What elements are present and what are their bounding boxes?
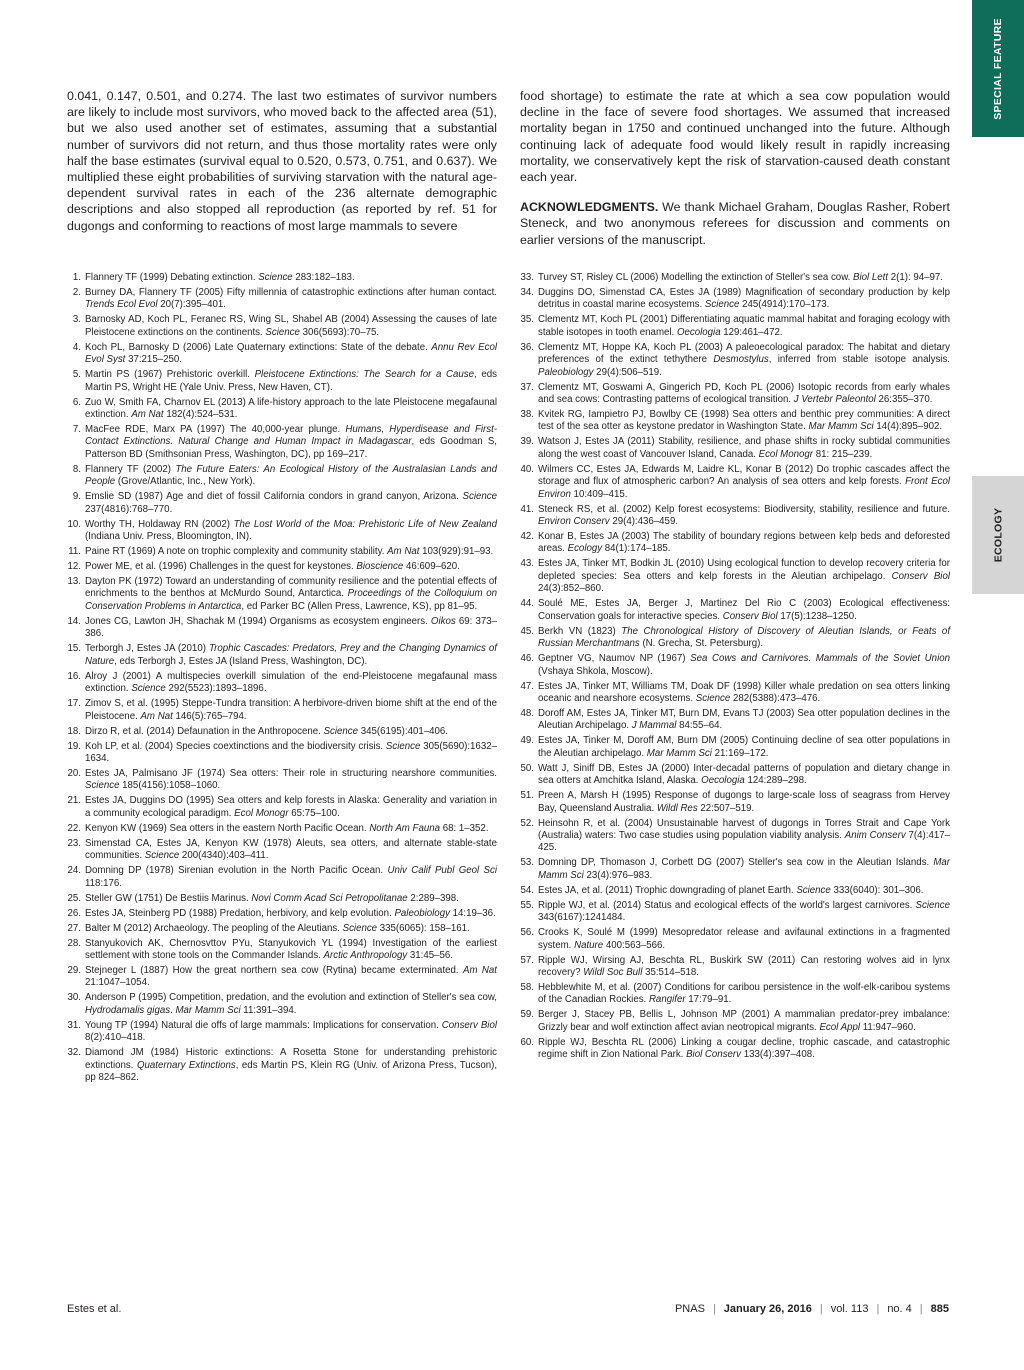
- body-paragraph-left: 0.041, 0.147, 0.501, and 0.274. The last two estimates of survivor numbers are likely to include most survivors, who moved back to the affected area (51), but we also used another set of estimates, assuming that a substantial number of survivors did not return, and thus those mortality rates were only half the base estimates (survival equal to 0.520, 0.573, 0.751, and 0.637). We multiplied these eight probabilities of surviving starvation with the natural age-dependent survival rates in each of the 236 alternate demographic descriptions and also stopped all reproduction (as reported by ref. 51 for dugongs and conforming to reactions of most large mammals to severe: [67, 89, 497, 233]
- footer-journal: PNAS: [674, 1303, 705, 1315]
- reference-text: Turvey ST, Risley CL (2006) Modelling the extinction of Steller's sea cow. Biol Lett 2(1): 94–97.: [538, 272, 943, 283]
- reference-text: Ripple WJ, et al. (2014) Status and ecological effects of the world's largest carnivores. Science 343(6167):1241484.: [538, 899, 950, 924]
- reference-item: [520, 818, 950, 855]
- reference-text: Dayton PK (1972) Toward an understanding of community resilience and the potential effects of enrichments to the benthos at McMurdo Sound, Antarctica. Proceedings of the Colloquium on Conservation Problems in Antarctica, ed Parker BC (Allen Press, Lawrence, KS), pp 81–95.: [85, 576, 498, 612]
- reference-item: [67, 1020, 497, 1045]
- reference-number: 6.: [72, 396, 81, 408]
- reference-item: [67, 741, 497, 766]
- reference-number: 23.: [67, 837, 81, 849]
- reference-number: 25.: [67, 892, 81, 904]
- reference-number: 11.: [68, 546, 81, 558]
- reference-item: [67, 698, 497, 723]
- reference-number: 39.: [520, 436, 534, 448]
- reference-text: Zimov S, et al. (1995) Steppe-Tundra transition: A herbivore-driven biome shift at the end of the Pleistocene. Am Nat 146(5):765–794.: [85, 698, 497, 722]
- reference-number: 5.: [72, 369, 81, 381]
- reference-number: 51.: [520, 790, 534, 802]
- reference-number: 60.: [520, 1036, 534, 1048]
- reference-number: 41.: [520, 503, 534, 515]
- reference-number: 44.: [520, 598, 534, 610]
- reference-text: Steller GW (1751) De Bestiis Marinus. Novi Comm Acad Sci Petropolitanae 2:289–398.: [85, 892, 459, 904]
- footer-issue: no. 4: [887, 1303, 912, 1315]
- reference-text: Anderson P (1995) Competition, predation, and the evolution and extinction of Steller's sea cow, Hydrodamalis gigas. Mar Mamm Sci 11:391–394.: [85, 992, 497, 1016]
- reference-text: Stejneger L (1887) How the great northern sea cow (Rytina) became exterminated. Am Nat 21:1047–1054.: [85, 964, 497, 989]
- reference-item: [67, 369, 497, 394]
- reference-item: [67, 519, 497, 544]
- reference-item: [520, 763, 950, 788]
- reference-item: [67, 768, 497, 793]
- reference-item: [520, 885, 950, 897]
- reference-text: Estes JA, Tinker M, Doroff AM, Burn DM (2005) Continuing decline of sea otter populations in the Aleutian archipelago. Mar Mamm Sci 21:169–172.: [538, 735, 950, 759]
- reference-number: 10.: [67, 518, 81, 530]
- reference-item: [67, 838, 497, 863]
- reference-number: 53.: [520, 857, 534, 869]
- ecology-section-tab: [972, 476, 1024, 594]
- reference-text: Terborgh J, Estes JA (2010) Trophic Cascades: Predators, Prey and the Changing Dynamics of Nature, eds Terborgh J, Estes JA (Island Press, Washington, DC).: [85, 643, 497, 667]
- reference-number: 43.: [520, 558, 534, 570]
- reference-text: Hebblewhite M, et al. (2007) Conditions for caribou persistence in the wolf-elk-caribou systems of the Canadian Rockies. Rangifer 17:79–91.: [538, 981, 950, 1006]
- special-feature-label: SPECIAL FEATURE: [992, 17, 1005, 120]
- reference-item: [67, 272, 497, 284]
- reference-text: Estes JA, et al. (2011) Trophic downgrading of planet Earth. Science 333(6040): 301–306.: [538, 884, 924, 896]
- reference-item: [67, 397, 497, 422]
- acknowledgments: [520, 199, 950, 248]
- reference-number: 12.: [67, 561, 81, 573]
- reference-text: Worthy TH, Holdaway RN (2002) The Lost World of the Moa: Prehistoric Life of New Zealand (Indiana Univ. Press, Bloomington, IN).: [85, 518, 497, 543]
- footer-page-number: 885: [930, 1303, 949, 1315]
- reference-item: [67, 1047, 497, 1084]
- reference-text: Kvitek RG, Iampietro PJ, Bowlby CE (1998) Sea otters and benthic prey communities: A direct test of the sea otter as keystone predator in Washington State. Mar Mamm Sci 14(4):895–902.: [538, 409, 950, 433]
- reference-number: 26.: [67, 907, 81, 919]
- reference-number: 59.: [520, 1009, 534, 1021]
- reference-text: Diamond JM (1984) Historic extinctions: A Rosetta Stone for understanding prehistoric extinctions. Quaternary Extinctions, eds Martin PS, Klein RG (Univ. of Arizona Press, Tucson), pp 824–862.: [85, 1047, 498, 1083]
- reference-item: [67, 643, 497, 668]
- reference-text: Estes JA, Palmisano JF (1974) Sea otters: Their role in structuring nearshore communities. Science 185(4156):1058–1060.: [85, 767, 497, 792]
- reference-text: Clementz MT, Koch PL (2001) Differentiating aquatic mammal habitat and foraging ecology with stable isotopes in tooth enamel. Oecologia 129:461–472.: [538, 314, 950, 338]
- footer-citation: [675, 1303, 949, 1315]
- reference-number: 33.: [520, 272, 534, 283]
- footer-authors: Estes et al.: [67, 1303, 122, 1315]
- reference-item: [67, 908, 497, 920]
- reference-item: [520, 436, 950, 461]
- reference-item: [520, 558, 950, 595]
- reference-number: 46.: [520, 653, 534, 665]
- reference-number: 54.: [520, 884, 534, 896]
- reference-item: [67, 491, 497, 516]
- acknowledgments-label: ACKNOWLEDGMENTS.: [520, 200, 659, 215]
- reference-number: 22.: [67, 822, 81, 834]
- reference-item: [67, 576, 497, 613]
- reference-number: 35.: [520, 314, 534, 326]
- reference-item: [520, 900, 950, 925]
- reference-text: Flannery TF (2002) The Future Eaters: An Ecological History of the Australasian Lands and People (Grove/Atlantic, Inc., New York).: [85, 463, 497, 488]
- reference-item: [67, 464, 497, 489]
- reference-number: 52.: [520, 817, 534, 829]
- reference-item: [67, 965, 497, 990]
- reference-text: Emslie SD (1987) Age and diet of fossil California condors in grand canyon, Arizona. Science 237(4816):768–770.: [85, 491, 497, 515]
- reference-text: Power ME, et al. (1996) Challenges in the quest for keystones. Bioscience 46:609–620.: [85, 561, 460, 573]
- reference-item: [67, 865, 497, 890]
- reference-text: Estes JA, Tinker MT, Williams TM, Doak DF (1998) Killer whale predation on sea otters linking oceanic and nearshore ecosystems. Science 282(5388):473–476.: [538, 680, 950, 704]
- reference-item: [520, 626, 950, 651]
- reference-item: [67, 424, 497, 461]
- reference-item: [67, 616, 497, 641]
- reference-item: [67, 726, 497, 738]
- reference-text: Zuo W, Smith FA, Charnov EL (2013) A life-history approach to the late Pleistocene megafaunal extinction. Am Nat 182(4):524–531.: [85, 396, 497, 421]
- footer-separator: |: [819, 1303, 823, 1315]
- reference-number: 40.: [520, 463, 534, 475]
- reference-item: [67, 795, 497, 820]
- reference-number: 7.: [72, 424, 81, 436]
- reference-text: Estes JA, Duggins DO (1995) Sea otters and kelp forests in Alaska: Generality and variation in a community ecological paradigm. Ecol Monogr 65:75–100.: [85, 795, 497, 819]
- reference-number: 17.: [67, 698, 81, 710]
- reference-number: 32.: [67, 1047, 81, 1059]
- reference-text: Clementz MT, Goswami A, Gingerich PD, Koch PL (2006) Isotopic records from early whales and sea cows: Contrasting patterns of ecological transition. J Vertebr Paleontol 26:355–370.: [538, 381, 950, 406]
- reference-number: 34.: [520, 287, 534, 298]
- footer-volume: vol. 113: [830, 1303, 869, 1315]
- reference-item: [67, 342, 497, 367]
- reference-item: [520, 287, 950, 312]
- reference-item: [520, 531, 950, 556]
- reference-text: Jones CG, Lawton JH, Shachak M (1994) Organisms as ecosystem engineers. Oikos 69: 373–386.: [85, 615, 497, 640]
- reference-item: [520, 982, 950, 1007]
- reference-text: Wilmers CC, Estes JA, Edwards M, Laidre KL, Konar B (2012) Do trophic cascades affect the storage and flux of atmospheric carbon? An analysis of sea otters and kelp forests. Front Ecol Environ 10:409–415.: [538, 463, 950, 500]
- reference-number: 21.: [67, 795, 81, 807]
- reference-item: [67, 314, 497, 339]
- reference-item: [520, 409, 950, 434]
- reference-text: Geptner VG, Naumov NP (1967) Sea Cows and Carnivores. Mammals of the Soviet Union (Vshaya Shkola, Moscow).: [538, 653, 950, 677]
- reference-item: [520, 1037, 950, 1062]
- reference-number: 58.: [520, 981, 534, 993]
- reference-item: [67, 938, 497, 963]
- reference-text: MacFee RDE, Marx PA (1997) The 40,000-year plunge. Humans, Hyperdisease and First-Contact Extinctions. Natural Change and Human Impact in Madagascar, eds Goodman S, Patterson BD (Smithsonian Press, Washington, DC), pp 169–217.: [85, 424, 497, 460]
- body-column-right: [520, 88, 950, 248]
- reference-item: [520, 598, 950, 623]
- reference-text: Balter M (2012) Archaeology. The peopling of the Aleutians. Science 335(6065): 158–161.: [85, 922, 470, 934]
- reference-number: 31.: [67, 1019, 81, 1031]
- reference-text: Flannery TF (1999) Debating extinction. Science 283:182–183.: [85, 272, 355, 283]
- special-feature-tab: [972, 0, 1024, 137]
- body-paragraph-right: food shortage) to estimate the rate at which a sea cow population would decline in the face of severe food shortages. We assumed that increased mortality began in 1750 and continued unchanged into the future. Although continuing lack of adequate food would likely result in rapidly increasing mortality, we conservatively kept the risk of starvation-caused death constant each year.: [520, 89, 950, 185]
- footer-separator: |: [876, 1303, 880, 1315]
- reference-number: 45.: [520, 625, 534, 637]
- reference-item: [520, 504, 950, 529]
- reference-number: 55.: [520, 899, 534, 911]
- reference-text: Watt J, Siniff DB, Estes JA (2000) Inter-decadal patterns of population and dietary change in sea otters at Amchitka Island, Alaska. Oecologia 124:289–298.: [538, 762, 950, 787]
- reference-text: Simenstad CA, Estes JA, Kenyon KW (1978) Aleuts, sea otters, and alternate stable-state communities. Science 200(4340):403–411.: [85, 837, 497, 862]
- reference-text: Domning DP, Thomason J, Corbett DG (2007) Steller's sea cow in the Aleutian Islands. Mar Mamm Sci 23(4):976–983.: [538, 857, 950, 881]
- ecology-label: ECOLOGY: [992, 507, 1005, 563]
- reference-text: Martin PS (1967) Prehistoric overkill. Pleistocene Extinctions: The Search for a Cause, eds Martin PS, Wright HE (Yale Univ. Press, New Haven, CT).: [85, 369, 497, 393]
- reference-number: 15.: [67, 643, 81, 655]
- reference-item: [520, 735, 950, 760]
- reference-item: [520, 464, 950, 501]
- reference-number: 13.: [67, 576, 81, 588]
- reference-number: 48.: [520, 707, 534, 719]
- reference-item: [520, 382, 950, 407]
- reference-number: 38.: [520, 409, 534, 421]
- references-right-column: [520, 272, 950, 1064]
- reference-text: Koch PL, Barnosky D (2006) Late Quaternary extinctions: State of the debate. Annu Rev Ecol Evol Syst 37:215–250.: [85, 341, 497, 366]
- footer-date: January 26, 2016: [723, 1303, 812, 1315]
- reference-number: 28.: [67, 937, 81, 949]
- footer-separator: |: [712, 1303, 716, 1315]
- reference-item: [520, 314, 950, 339]
- reference-text: Dirzo R, et al. (2014) Defaunation in the Anthropocene. Science 345(6195):401–406.: [85, 725, 449, 737]
- reference-item: [520, 708, 950, 733]
- reference-item: [520, 955, 950, 980]
- reference-number: 49.: [520, 735, 534, 747]
- footer-separator: |: [919, 1303, 923, 1315]
- reference-number: 14.: [67, 615, 81, 627]
- reference-text: Heinsohn R, et al. (2004) Unsustainable harvest of dugongs in Torres Strait and Cape York (Australia) waters: Two case studies using population viability analysis. Anim Conserv 7(4):417–425.: [538, 817, 950, 854]
- reference-text: Estes JA, Tinker MT, Bodkin JL (2010) Using ecological function to develop recovery criteria for depleted species: Sea otters and kelp forests in the Aleutian archipelago. Conserv Biol 24(3):852–860.: [538, 558, 950, 595]
- reference-text: Konar B, Estes JA (2003) The stability of boundary regions between kelp beds and deforested areas. Ecology 84(1):174–185.: [538, 531, 950, 555]
- reference-item: [520, 857, 950, 882]
- reference-item: [67, 823, 497, 835]
- reference-number: 29.: [67, 964, 81, 976]
- reference-number: 30.: [67, 992, 81, 1004]
- reference-number: 1.: [72, 272, 81, 283]
- reference-text: Steneck RS, et al. (2002) Kelp forest ecosystems: Biodiversity, stability, resilience and future. Environ Conserv 29(4):436–459.: [538, 503, 950, 528]
- reference-item: [67, 287, 497, 312]
- reference-number: 24.: [67, 865, 81, 877]
- reference-number: 3.: [72, 314, 81, 326]
- reference-text: Doroff AM, Estes JA, Tinker MT, Burn DM, Evans TJ (2003) Sea otter population declines in the Aleutian Archipelago. J Mammal 84:55–64.: [538, 707, 950, 732]
- reference-item: [520, 927, 950, 952]
- reference-number: 27.: [67, 922, 81, 934]
- reference-text: Preen A, Marsh H (1995) Response of dugongs to large-scale loss of seagrass from Hervey Bay, Queensland Australia. Wildl Res 22:507–519.: [538, 790, 950, 814]
- reference-text: Koh LP, et al. (2004) Species coextinctions and the biodiversity crisis. Science 305(5690):1632–1634.: [85, 740, 497, 764]
- reference-number: 9.: [72, 491, 81, 503]
- reference-number: 37.: [520, 381, 534, 393]
- reference-text: Ripple WJ, Beschta RL (2006) Linking a cougar decline, trophic cascade, and catastrophic regime shift in Zion National Park. Biol Conserv 133(4):397–408.: [538, 1036, 950, 1061]
- reference-text: Berkh VN (1823) The Chronological History of Discovery of Aleutian Islands, or Feats of Russian Merchantmans (N. Grecha, St. Petersburg).: [538, 625, 951, 650]
- reference-item: [67, 893, 497, 905]
- reference-item: [520, 272, 950, 284]
- reference-number: 8.: [72, 463, 81, 475]
- reference-text: Barnosky AD, Koch PL, Feranec RS, Wing SL, Shabel AB (2004) Assessing the causes of late Pleistocene extinctions on the continents. Science 306(5693):70–75.: [85, 314, 497, 338]
- reference-item: [67, 546, 497, 558]
- reference-number: 50.: [520, 762, 534, 774]
- reference-item: [67, 671, 497, 696]
- reference-item: [520, 790, 950, 815]
- reference-text: Clementz MT, Hoppe KA, Koch PL (2003) A paleoecological paradox: The habitat and dietary preferences of the extinct tethythere Desmostylus, inferred from stable isotope analysis. Paleobiology 29(4):506–519.: [538, 341, 950, 378]
- reference-number: 47.: [520, 680, 534, 692]
- reference-number: 19.: [67, 740, 81, 752]
- reference-text: Berger J, Stacey PB, Bellis L, Johnson MP (2001) A mammalian predator-prey imbalance: Grizzly bear and wolf extinction affect avian neotropical migrants. Ecol Appl 11:947–960.: [538, 1009, 950, 1033]
- reference-item: [67, 561, 497, 573]
- reference-text: Stanyukovich AK, Chernosvttov PYu, Stanyukovich YL (1994) Investigation of the earliest settlement with stone tools on the Commander Islands. Arctic Anthropology 31:45–56.: [85, 937, 497, 961]
- reference-text: Crooks K, Soulé M (1999) Mesopredator release and avifaunal extinctions in a fragmented system. Nature 400:563–566.: [538, 927, 950, 951]
- reference-number: 4.: [72, 341, 81, 353]
- reference-text: Burney DA, Flannery TF (2005) Fifty millennia of catastrophic extinctions after human contact. Trends Ecol Evol 20(7):395–401.: [85, 287, 497, 311]
- reference-number: 20.: [67, 767, 81, 779]
- reference-text: Kenyon KW (1969) Sea otters in the eastern North Pacific Ocean. North Am Fauna 68: 1–352.: [85, 822, 489, 834]
- reference-number: 16.: [67, 670, 81, 682]
- reference-number: 57.: [520, 954, 534, 966]
- reference-text: Estes JA, Steinberg PD (1988) Predation, herbivory, and kelp evolution. Paleobiology 14:19–36.: [85, 907, 496, 919]
- reference-number: 2.: [72, 287, 81, 298]
- reference-item: [67, 923, 497, 935]
- reference-text: Alroy J (2001) A multispecies overkill simulation of the end-Pleistocene megafaunal mass extinction. Science 292(5523):1893–1896.: [85, 670, 497, 695]
- reference-number: 36.: [520, 341, 534, 353]
- reference-number: 56.: [520, 927, 534, 939]
- body-column-left: [67, 88, 497, 234]
- reference-item: [520, 1009, 950, 1034]
- reference-text: Young TP (1994) Natural die offs of large mammals: Implications for conservation. Conserv Biol 8(2):410–418.: [85, 1019, 497, 1044]
- reference-text: Paine RT (1969) A note on trophic complexity and community stability. Am Nat 103(929):91–93.: [85, 546, 494, 558]
- acknowledgments-text: We thank Michael Graham, Douglas Rasher, Robert Steneck, and two anonymous referees for discussion and comments on earlier versions of the manuscript.: [520, 200, 950, 247]
- reference-text: Watson J, Estes JA (2011) Stability, resilience, and phase shifts in rocky subtidal communities along the west coast of Vancouver Island, Canada. Ecol Monogr 81: 215–239.: [538, 436, 950, 460]
- reference-text: Soulé ME, Estes JA, Berger J, Martinez Del Rio C (2003) Ecological effectiveness: Conservation goals for interactive species. Conserv Biol 17(5):1238–1250.: [538, 598, 950, 622]
- reference-item: [520, 653, 950, 678]
- reference-item: [520, 342, 950, 379]
- reference-text: Ripple WJ, Wirsing AJ, Beschta RL, Buskirk SW (2011) Can restoring wolves aid in lynx recovery? Wildl Soc Bull 35:514–518.: [538, 954, 950, 978]
- reference-number: 18.: [67, 725, 81, 737]
- reference-item: [520, 681, 950, 706]
- reference-text: Duggins DO, Simenstad CA, Estes JA (1989) Magnification of secondary production by kelp detritus in coastal marine ecosystems. Science 245(4914):170–173.: [538, 287, 950, 311]
- reference-number: 42.: [520, 531, 534, 543]
- reference-text: Domning DP (1978) Sirenian evolution in the North Pacific Ocean. Univ Calif Publ Geol Sci 118:176.: [85, 865, 497, 889]
- references-left-column: [67, 272, 497, 1087]
- reference-item: [67, 992, 497, 1017]
